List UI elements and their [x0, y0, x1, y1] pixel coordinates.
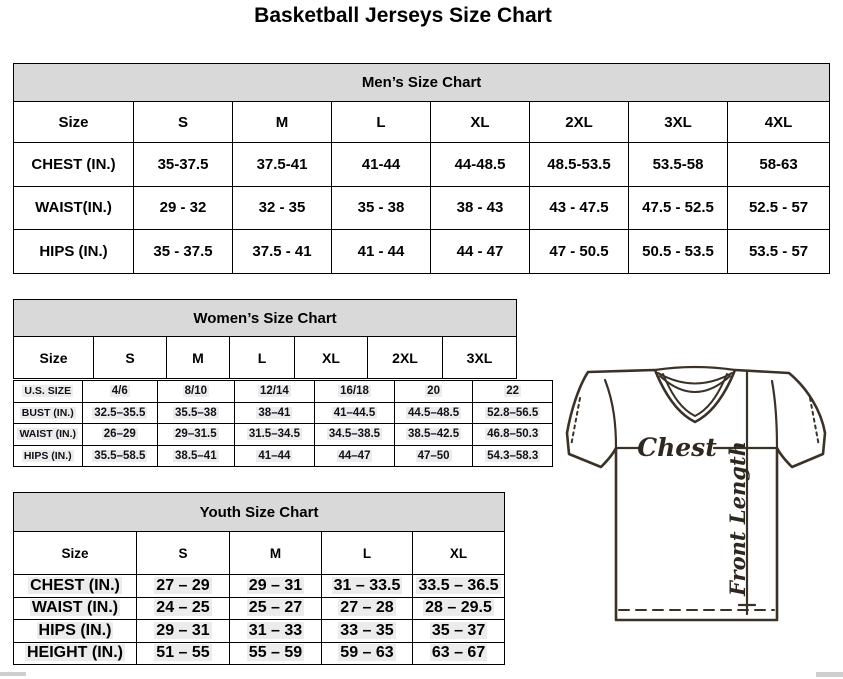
- youth-cell: 63 – 67: [413, 642, 505, 665]
- mens-cell: 41-44: [332, 143, 431, 187]
- youth-cell: 51 – 55: [137, 642, 230, 665]
- youth-cell: 33 – 35: [322, 620, 413, 643]
- mens-size-table: [13, 63, 830, 274]
- page-title: Basketball Jerseys Size Chart: [254, 4, 552, 27]
- womens-cell: 31.5–34.5: [234, 424, 315, 446]
- table-row: [14, 402, 553, 424]
- womens-cell: 29–31.5: [158, 424, 235, 446]
- mens-cell: 44-48.5: [431, 143, 530, 187]
- youth-chart-title: Youth Size Chart: [14, 493, 505, 532]
- youth-cell: 59 – 63: [322, 642, 413, 665]
- womens-column-m: M: [167, 337, 230, 379]
- table-row: [14, 381, 553, 403]
- womens-column-xl: XL: [295, 337, 368, 379]
- mens-chart-title: Men’s Size Chart: [14, 64, 830, 102]
- mens-cell: 47.5 - 52.5: [629, 186, 728, 230]
- scrollbar-fragment-right[interactable]: [816, 672, 843, 677]
- mens-row-label: CHEST (IN.): [14, 143, 134, 187]
- table-row: [14, 620, 505, 643]
- collar-rib-arc-1: [658, 373, 732, 384]
- womens-cell: 35.5–38: [158, 402, 235, 424]
- mens-cell: 35 - 37.5: [134, 230, 233, 274]
- front-length-label: Front Length: [725, 441, 750, 596]
- youth-row-label: HIPS (IN.): [14, 620, 137, 643]
- youth-cell: 29 – 31: [137, 620, 230, 643]
- womens-size-table-data: [13, 380, 553, 467]
- table-row: [14, 597, 505, 620]
- womens-cell: 32.5–35.5: [82, 402, 158, 424]
- mens-cell: 32 - 35: [233, 186, 332, 230]
- mens-cell: 41 - 44: [332, 230, 431, 274]
- womens-cell: 16/18: [315, 381, 395, 403]
- youth-cell: 29 – 31: [230, 575, 322, 598]
- mens-cell: 52.5 - 57: [728, 186, 830, 230]
- womens-size-table-header: [13, 299, 517, 379]
- mens-cell: 44 - 47: [431, 230, 530, 274]
- mens-column-2xl: 2XL: [530, 102, 629, 143]
- womens-cell: 54.3–58.3: [473, 445, 553, 467]
- womens-cell: 12/14: [234, 381, 315, 403]
- youth-column-s: S: [137, 532, 230, 575]
- scrollbar-fragment-left[interactable]: [0, 672, 26, 676]
- mens-cell: 43 - 47.5: [530, 186, 629, 230]
- mens-cell: 48.5-53.5: [530, 143, 629, 187]
- youth-size-label: Size: [14, 532, 137, 575]
- womens-row-label: BUST (IN.): [14, 402, 83, 424]
- table-row: [14, 143, 830, 187]
- mens-column-xl: XL: [431, 102, 530, 143]
- youth-cell: 55 – 59: [230, 642, 322, 665]
- chest-label: Chest: [637, 433, 717, 462]
- womens-column-l: L: [230, 337, 295, 379]
- mens-cell: 53.5 - 57: [728, 230, 830, 274]
- mens-cell: 37.5-41: [233, 143, 332, 187]
- womens-column-2xl: 2XL: [368, 337, 443, 379]
- mens-cell: 50.5 - 53.5: [629, 230, 728, 274]
- womens-cell: 22: [473, 381, 553, 403]
- womens-size-label: Size: [14, 337, 94, 379]
- womens-cell: 41–44.5: [315, 402, 395, 424]
- womens-cell: 38–41: [234, 402, 315, 424]
- mens-column-4xl: 4XL: [728, 102, 830, 143]
- womens-cell: 44–47: [315, 445, 395, 467]
- womens-cell: 4/6: [82, 381, 158, 403]
- womens-cell: 41–44: [234, 445, 315, 467]
- collar-back-edge: [655, 367, 735, 370]
- womens-cell: 46.8–50.3: [473, 424, 553, 446]
- youth-size-table: [13, 492, 505, 665]
- womens-cell: 20: [394, 381, 473, 403]
- youth-cell: 27 – 28: [322, 597, 413, 620]
- womens-cell: 38.5–41: [158, 445, 235, 467]
- mens-row-label: WAIST(IN.): [14, 186, 134, 230]
- table-row: [14, 642, 505, 665]
- jersey-outline: [567, 370, 825, 620]
- youth-cell: 31 – 33: [230, 620, 322, 643]
- womens-row-label: U.S. SIZE: [14, 381, 83, 403]
- table-row: [14, 575, 505, 598]
- youth-column-l: L: [322, 532, 413, 575]
- youth-row-label: HEIGHT (IN.): [14, 642, 137, 665]
- womens-cell: 35.5–58.5: [82, 445, 158, 467]
- mens-column-l: L: [332, 102, 431, 143]
- mens-cell: 47 - 50.5: [530, 230, 629, 274]
- womens-column-3xl: 3XL: [443, 337, 517, 379]
- womens-chart-title: Women’s Size Chart: [14, 300, 517, 337]
- youth-cell: 24 – 25: [137, 597, 230, 620]
- youth-row-label: CHEST (IN.): [14, 575, 137, 598]
- mens-column-s: S: [134, 102, 233, 143]
- mens-cell: 35 - 38: [332, 186, 431, 230]
- womens-cell: 38.5–42.5: [394, 424, 473, 446]
- jersey-measurement-diagram: [555, 358, 843, 670]
- youth-cell: 31 – 33.5: [322, 575, 413, 598]
- mens-row-label: HIPS (IN.): [14, 230, 134, 274]
- youth-row-label: WAIST (IN.): [14, 597, 137, 620]
- youth-cell: 35 – 37: [413, 620, 505, 643]
- mens-cell: 38 - 43: [431, 186, 530, 230]
- mens-cell: 37.5 - 41: [233, 230, 332, 274]
- womens-cell: 26–29: [82, 424, 158, 446]
- youth-cell: 28 – 29.5: [413, 597, 505, 620]
- table-row: [14, 186, 830, 230]
- womens-column-s: S: [94, 337, 167, 379]
- mens-column-m: M: [233, 102, 332, 143]
- womens-cell: 52.8–56.5: [473, 402, 553, 424]
- mens-cell: 35-37.5: [134, 143, 233, 187]
- youth-cell: 25 – 27: [230, 597, 322, 620]
- youth-column-m: M: [230, 532, 322, 575]
- mens-column-3xl: 3XL: [629, 102, 728, 143]
- youth-cell: 27 – 29: [137, 575, 230, 598]
- mens-size-label: Size: [14, 102, 134, 143]
- mens-cell: 58-63: [728, 143, 830, 187]
- mens-cell: 53.5-58: [629, 143, 728, 187]
- womens-cell: 47–50: [394, 445, 473, 467]
- womens-cell: 44.5–48.5: [394, 402, 473, 424]
- youth-cell: 33.5 – 36.5: [413, 575, 505, 598]
- table-row: [14, 445, 553, 467]
- womens-row-label: WAIST (IN.): [14, 424, 83, 446]
- womens-cell: 34.5–38.5: [315, 424, 395, 446]
- table-row: [14, 230, 830, 274]
- table-row: [14, 424, 553, 446]
- youth-column-xl: XL: [413, 532, 505, 575]
- womens-cell: 8/10: [158, 381, 235, 403]
- mens-cell: 29 - 32: [134, 186, 233, 230]
- womens-row-label: HIPS (IN.): [14, 445, 83, 467]
